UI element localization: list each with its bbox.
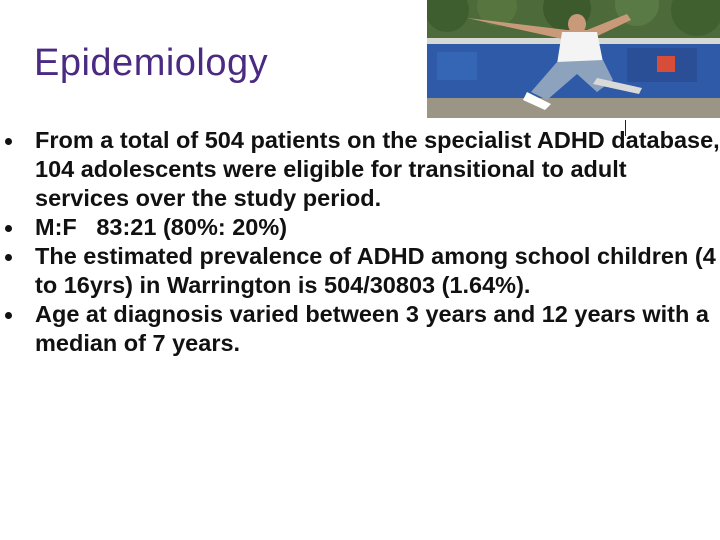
bullet-item: [0, 213, 720, 242]
bullet-text: The estimated prevalence of ADHD among school children (4 to 16yrs) in Warrington is 504/30803 (1.64%).: [35, 243, 716, 298]
slide-title: Epidemiology: [34, 42, 269, 84]
bullet-dot-icon: [5, 225, 12, 232]
bullet-item: [0, 126, 720, 213]
skateboarder-photo: [427, 0, 720, 118]
bullet-dot-icon: [5, 312, 12, 319]
bullet-list: [0, 126, 720, 358]
bullet-item: [0, 242, 720, 300]
bullet-text: From a total of 504 patients on the specialist ADHD database, 104 adolescents were eligible for transitional to adult services over the study period.: [35, 127, 720, 211]
skateboarder-image: [427, 0, 720, 118]
bullet-item: [0, 300, 720, 358]
bullet-text: Age at diagnosis varied between 3 years and 12 years with a median of 7 years.: [35, 301, 709, 356]
bullet-dot-icon: [5, 138, 12, 145]
bullet-text: M:F 83:21 (80%: 20%): [35, 214, 288, 240]
bullet-dot-icon: [5, 254, 12, 261]
